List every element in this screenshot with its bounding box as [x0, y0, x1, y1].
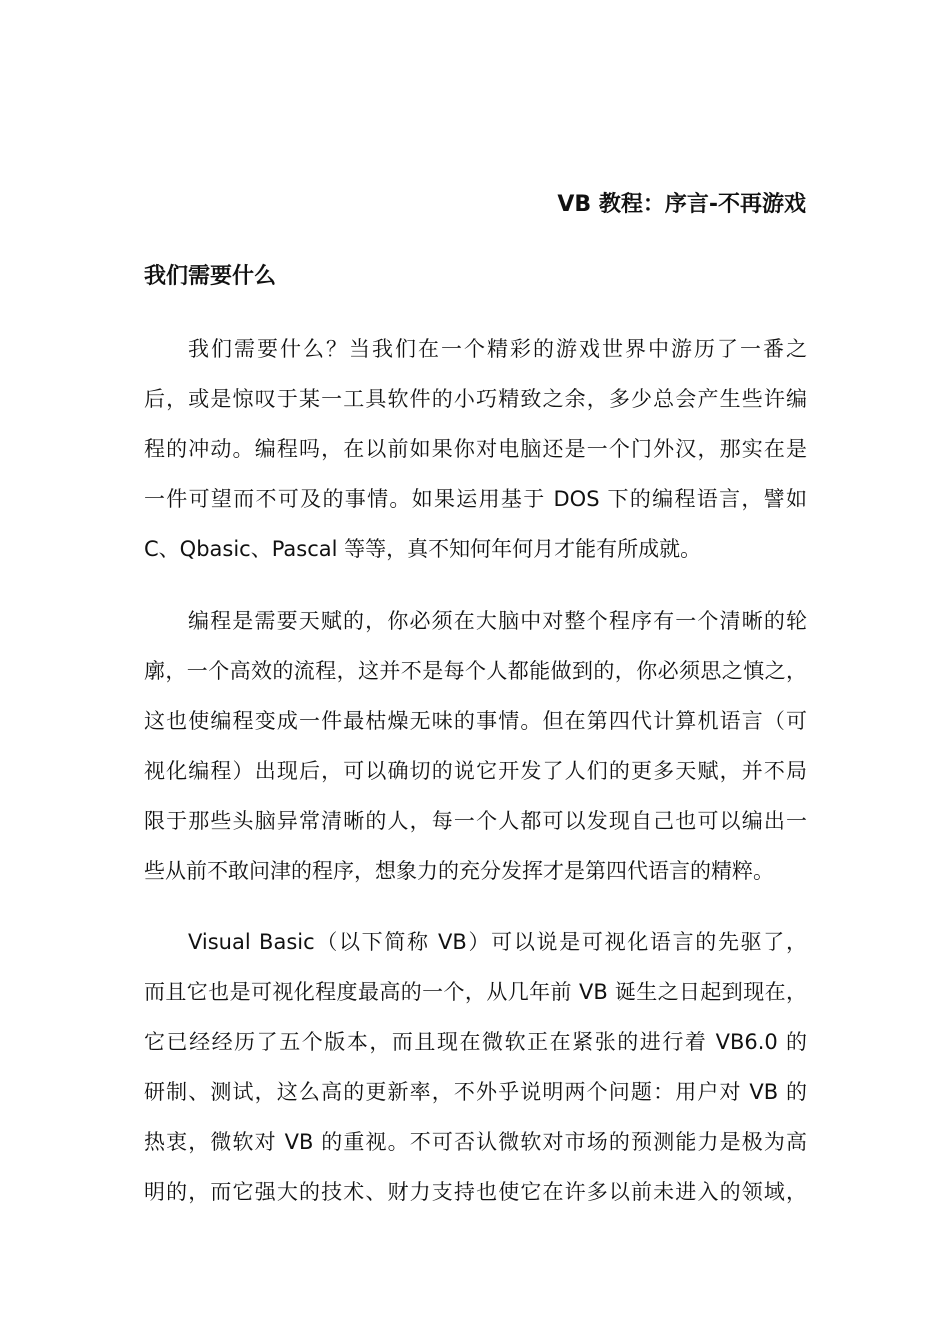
paragraph-line: 热衷，微软对 VB 的重视。不可否认微软对市场的预测能力是极为高: [144, 1130, 807, 1154]
paragraph-line: 廓，一个高效的流程，这并不是每个人都能做到的，你必须思之慎之，: [144, 659, 807, 683]
paragraph-line: 这也使编程变成一件最枯燥无味的事情。但在第四代计算机语言（可: [144, 709, 807, 733]
paragraph-line: 编程是需要天赋的，你必须在大脑中对整个程序有一个清晰的轮: [188, 609, 807, 633]
document-title: VB 教程：序言-不再游戏: [557, 192, 806, 217]
paragraph-3: [144, 917, 807, 1217]
paragraph-line: 明的，而它强大的技术、财力支持也使它在许多以前未进入的领域，: [144, 1180, 807, 1204]
paragraph-line: 我们需要什么？当我们在一个精彩的游戏世界中游历了一番之: [188, 337, 807, 361]
paragraph-line: 些从前不敢问津的程序，想象力的充分发挥才是第四代语言的精粹。: [144, 859, 774, 883]
paragraph-line: 一件可望而不可及的事情。如果运用基于 DOS 下的编程语言，譬如: [144, 487, 807, 511]
paragraph-line: Visual Basic（以下简称 VB）可以说是可视化语言的先驱了，: [188, 930, 807, 954]
paragraph-line: 限于那些头脑异常清晰的人，每一个人都可以发现自己也可以编出一: [144, 809, 807, 833]
paragraph-line: 它已经经历了五个版本，而且现在微软正在紧张的进行着 VB6.0 的: [144, 1030, 807, 1054]
paragraph-2: [144, 596, 807, 896]
paragraph-line: 程的冲动。编程吗，在以前如果你对电脑还是一个门外汉，那实在是: [144, 437, 807, 461]
paragraph-line: 研制、测试，这么高的更新率，不外乎说明两个问题：用户对 VB 的: [144, 1080, 807, 1104]
paragraph-line: 而且它也是可视化程度最高的一个，从几年前 VB 诞生之日起到现在，: [144, 980, 807, 1004]
paragraph-line: C、Qbasic、Pascal 等等，真不知何年何月才能有所成就。: [144, 537, 702, 561]
section-heading: 我们需要什么: [144, 264, 277, 289]
paragraph-line: 后，或是惊叹于某一工具软件的小巧精致之余，多少总会产生些许编: [144, 387, 807, 411]
paragraph-1: [144, 324, 807, 574]
paragraph-line: 视化编程）出现后，可以确切的说它开发了人们的更多天赋，并不局: [144, 759, 807, 783]
